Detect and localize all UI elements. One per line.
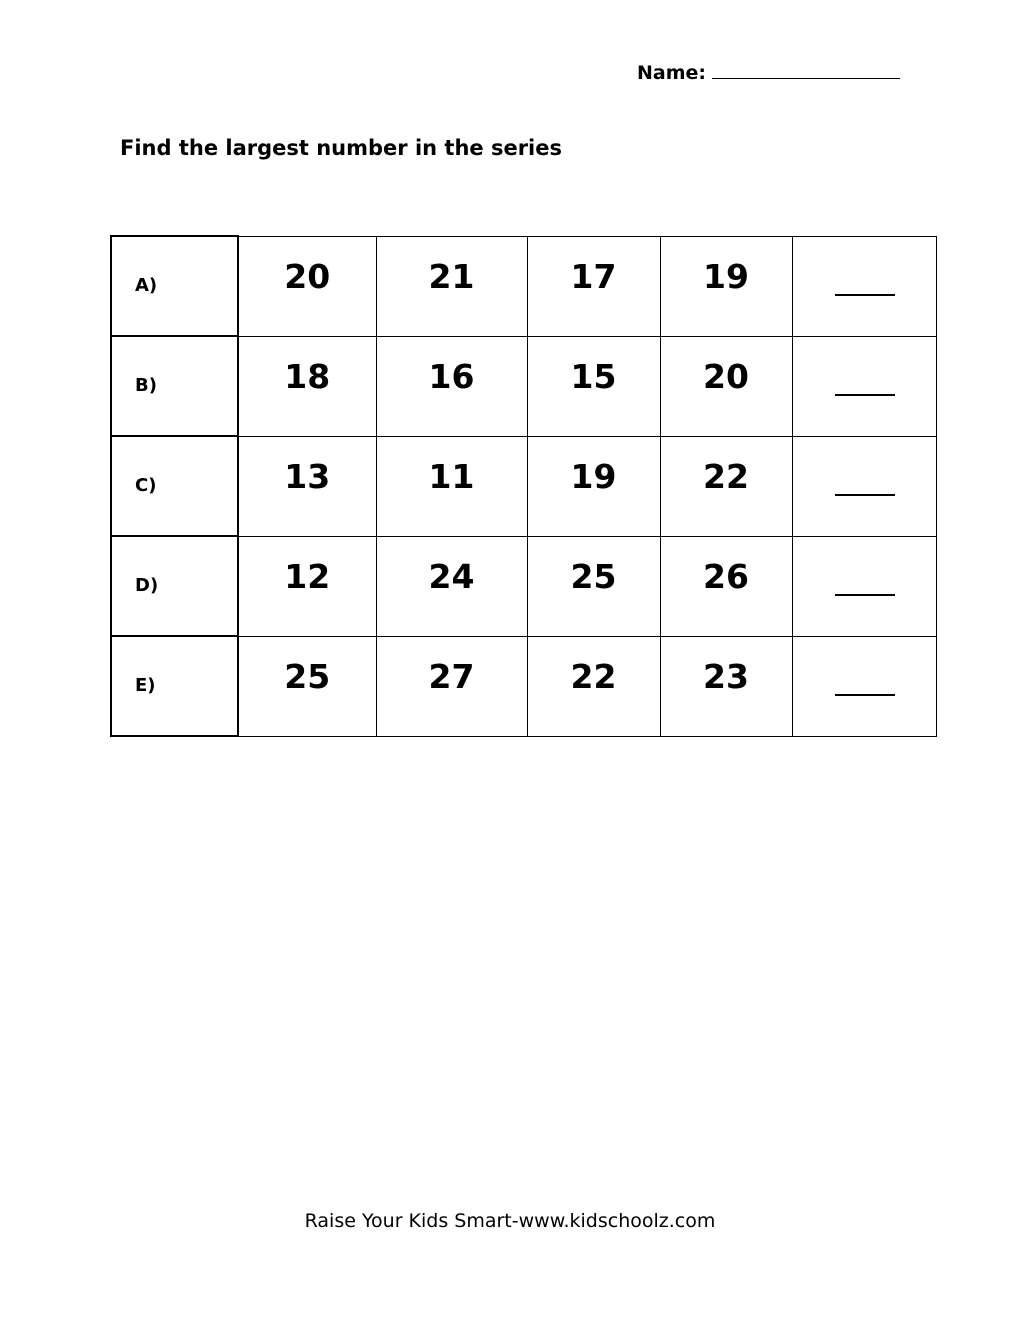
answer-blank[interactable]: [835, 693, 895, 696]
row-label-cell: [111, 536, 238, 636]
number: 16: [428, 356, 475, 396]
answer-cell[interactable]: [792, 536, 936, 636]
answer-cell[interactable]: [792, 336, 936, 436]
number: 13: [284, 456, 331, 496]
number-cell: [376, 236, 527, 336]
number: 20: [284, 256, 331, 296]
number: 12: [284, 556, 331, 596]
series-table: [110, 235, 937, 737]
number: 11: [428, 456, 475, 496]
answer-blank[interactable]: [835, 493, 895, 496]
row-label: A): [135, 275, 158, 296]
row-label: D): [135, 575, 159, 596]
number-cell: [660, 336, 792, 436]
number-cell: [527, 236, 660, 336]
number-cell: [527, 336, 660, 436]
footer-credit: Raise Your Kids Smart-www.kidschoolz.com: [304, 1210, 716, 1232]
number: 25: [570, 556, 617, 596]
number-cell: [238, 236, 376, 336]
number-cell: [376, 336, 527, 436]
answer-blank[interactable]: [835, 293, 895, 296]
number-cell: [660, 536, 792, 636]
instructions: Find the largest number in the series: [120, 136, 562, 160]
answer-cell[interactable]: [792, 636, 936, 736]
number-cell: [238, 336, 376, 436]
number-cell: [527, 536, 660, 636]
number-cell: [238, 536, 376, 636]
row-label: C): [135, 475, 157, 496]
number: 27: [428, 656, 475, 696]
number: 22: [570, 656, 617, 696]
row-label-cell: [111, 336, 238, 436]
name-field: [637, 62, 900, 84]
number: 25: [284, 656, 331, 696]
row-label-cell: [111, 636, 238, 736]
number-cell: [376, 636, 527, 736]
number-cell: [527, 636, 660, 736]
table-row: [111, 336, 936, 436]
row-label-cell: [111, 236, 238, 336]
answer-cell[interactable]: [792, 436, 936, 536]
row-label: E): [135, 675, 156, 696]
number-cell: [238, 636, 376, 736]
number: 20: [703, 356, 749, 396]
number-cell: [660, 636, 792, 736]
number-cell: [376, 436, 527, 536]
table-row: [111, 536, 936, 636]
number-cell: [376, 536, 527, 636]
number: 23: [703, 656, 749, 696]
name-label: Name:: [637, 62, 707, 84]
name-blank-line[interactable]: [712, 77, 900, 79]
number: 22: [703, 456, 749, 496]
number-cell: [527, 436, 660, 536]
number: 26: [703, 556, 749, 596]
number: 17: [570, 256, 617, 296]
table-row: [111, 236, 936, 336]
number-cell: [660, 436, 792, 536]
row-label-cell: [111, 436, 238, 536]
table-row: [111, 636, 936, 736]
row-label: B): [135, 375, 157, 396]
number: 19: [570, 456, 617, 496]
number-cell: [660, 236, 792, 336]
answer-blank[interactable]: [835, 593, 895, 596]
number: 21: [428, 256, 475, 296]
number-cell: [238, 436, 376, 536]
answer-cell[interactable]: [792, 236, 936, 336]
number: 18: [284, 356, 331, 396]
number: 15: [570, 356, 617, 396]
answer-blank[interactable]: [835, 393, 895, 396]
number: 24: [428, 556, 475, 596]
table-row: [111, 436, 936, 536]
number: 19: [703, 256, 749, 296]
